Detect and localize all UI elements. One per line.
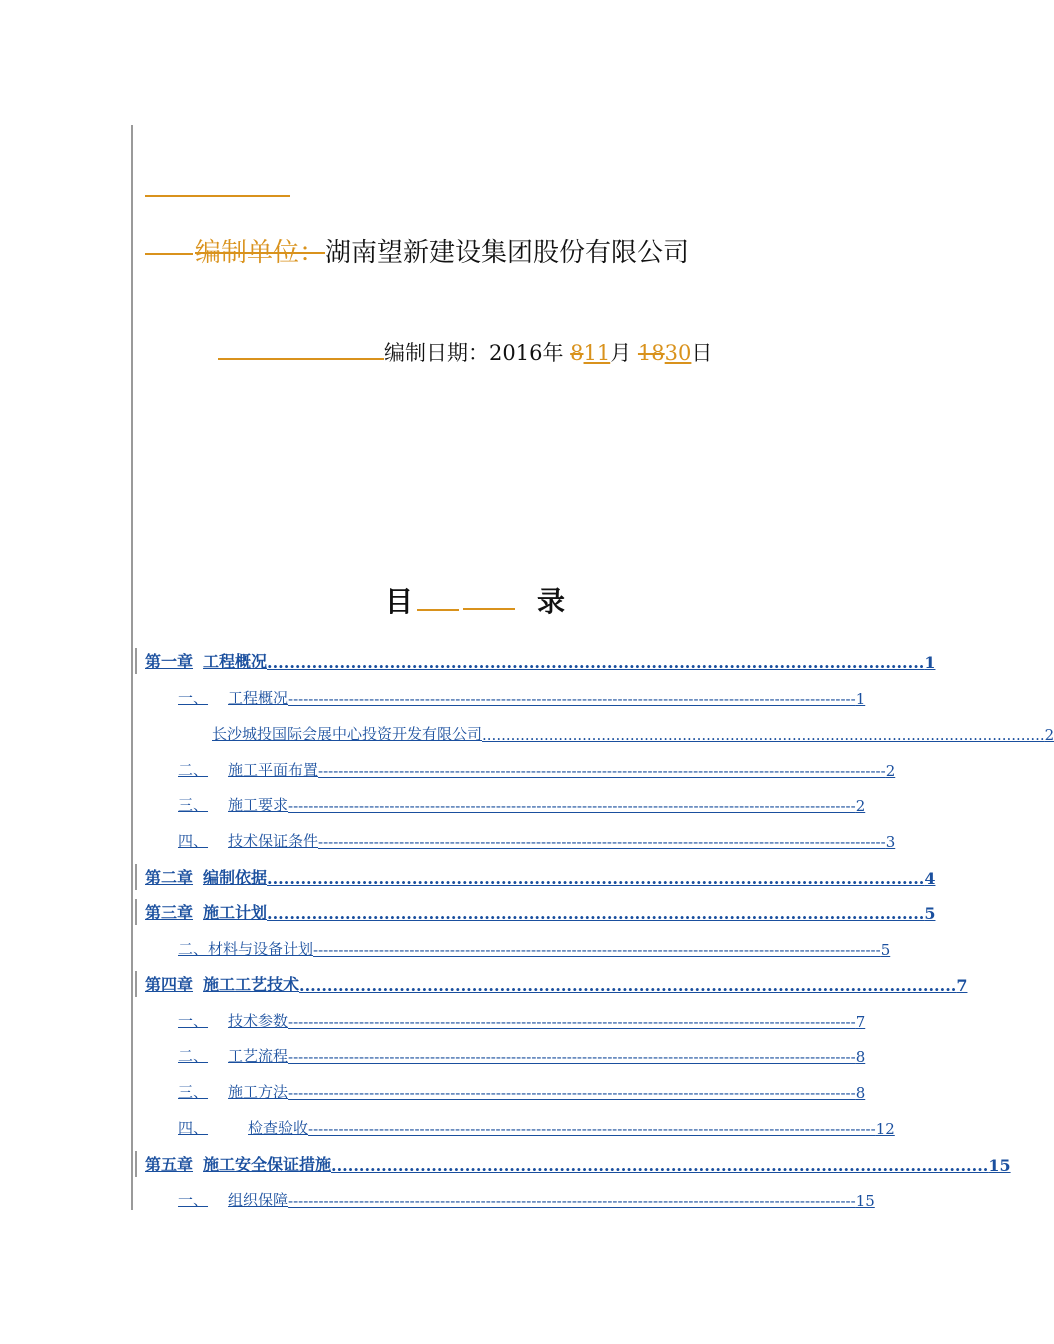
toc-title-underline-2: [463, 598, 515, 610]
toc-leader: ......................................................................................................................: [267, 869, 925, 888]
toc-entry-chapter-2[interactable]: [145, 864, 936, 888]
toc-entry-chapter-4[interactable]: [145, 971, 968, 995]
compiling-date-line: [218, 336, 712, 368]
revision-bar-ch2: [135, 864, 137, 890]
toc-page: 15: [988, 1156, 1011, 1175]
toc-page: 12: [875, 1120, 895, 1138]
toc-leader: ----------------------------------------------------------------------------------------------------------------: [288, 797, 856, 815]
toc-leader: ----------------------------------------------------------------------------------------------------------------: [313, 941, 881, 959]
toc-number: 第一章: [145, 652, 194, 671]
revision-bar-top: [131, 125, 133, 155]
toc-entry-1-client[interactable]: [212, 720, 1054, 744]
toc-leader: ......................................................................................................................: [299, 976, 957, 995]
toc-text: 施工方法: [228, 1083, 289, 1101]
toc-leader: ----------------------------------------------------------------------------------------------------------------: [318, 833, 886, 851]
date-blank: [218, 336, 384, 360]
toc-text: 编制依据: [203, 868, 268, 887]
inserted-rule: [145, 195, 290, 197]
toc-number: 第二章: [145, 868, 194, 887]
toc-leader: ----------------------------------------------------------------------------------------------------------------: [288, 1048, 856, 1066]
unit-name: 湖南望新建设集团股份有限公司: [325, 238, 690, 268]
year-suffix: 年: [542, 341, 564, 365]
toc-text: 施工要求: [228, 796, 289, 814]
toc-entry-3-2[interactable]: [178, 935, 891, 959]
toc-text: 施工平面布置: [228, 761, 319, 779]
revision-bar-ch1: [135, 648, 137, 674]
month-suffix: 月: [610, 341, 632, 365]
toc-text: 施工工艺技术: [203, 975, 300, 994]
toc-leader: ......................................................................................................................: [267, 904, 925, 923]
toc-leader: ----------------------------------------------------------------------------------------------------------------: [288, 690, 856, 708]
toc-number: 第四章: [145, 975, 194, 994]
toc-page: 3: [885, 833, 896, 851]
toc-title-underline-1: [417, 585, 459, 611]
toc-page: 7: [855, 1013, 866, 1031]
toc-page: 1: [924, 653, 936, 672]
toc-text: 工艺流程: [228, 1047, 289, 1065]
date-label: 编制日期：2016: [384, 341, 543, 365]
toc-text: 施工安全保证措施: [203, 1155, 332, 1174]
toc-text: 组织保障: [228, 1191, 289, 1209]
toc-page: 8: [855, 1048, 866, 1066]
compiling-unit-line: [145, 232, 689, 272]
toc-entry-chapter-3[interactable]: [145, 899, 936, 923]
revision-bar-ch4: [135, 971, 137, 997]
toc-leader: ......................................................................................................................: [331, 1156, 989, 1175]
toc-page: 2: [885, 762, 896, 780]
revision-bar-cover: [131, 155, 133, 1210]
toc-entry-1-3[interactable]: [178, 791, 866, 815]
toc-entry-chapter-5[interactable]: [145, 1151, 1011, 1175]
toc-title-right: 录: [537, 585, 566, 618]
deleted-leader: [145, 253, 193, 255]
toc-title-left: 目: [384, 585, 413, 618]
toc-entry-1-1[interactable]: [178, 684, 866, 708]
toc-text: 技术保证条件: [228, 832, 319, 850]
toc-page: 1: [855, 690, 866, 708]
toc-page: 2: [1044, 726, 1054, 744]
toc-leader: ----------------------------------------------------------------------------------------------------------------: [308, 1120, 876, 1138]
toc-page: 15: [855, 1192, 875, 1210]
day-old: 18: [637, 341, 665, 365]
toc-entry-4-4[interactable]: [178, 1114, 895, 1138]
toc-text: 技术参数: [228, 1012, 289, 1030]
toc-page: 4: [924, 869, 936, 888]
toc-entry-1-4[interactable]: [178, 827, 896, 851]
unit-label: 编制单位：: [195, 238, 326, 268]
revision-bar-ch5: [135, 1151, 137, 1177]
toc-number: 四、: [178, 1119, 209, 1137]
toc-leader: ----------------------------------------------------------------------------------------------------------------: [288, 1084, 856, 1102]
toc-number: 一、: [178, 1012, 209, 1030]
toc-text: 工程概况: [228, 689, 289, 707]
toc-text: 长沙城投国际会展中心投资开发有限公司: [212, 725, 483, 743]
toc-number: 二、: [178, 1047, 209, 1065]
toc-page: 8: [855, 1084, 866, 1102]
toc-number: 二、: [178, 761, 209, 779]
toc-text: 检查验收: [248, 1119, 309, 1137]
toc-number: 第三章: [145, 903, 194, 922]
toc-leader: ----------------------------------------------------------------------------------------------------------------: [288, 1013, 856, 1031]
toc-number: 一、: [178, 1191, 209, 1209]
toc-leader: ----------------------------------------------------------------------------------------------------------------: [288, 1192, 856, 1210]
toc-leader: ......................................................................................................................: [267, 653, 925, 672]
toc-number: 四、: [178, 832, 209, 850]
toc-page: 7: [956, 976, 968, 995]
day-suffix: 日: [691, 341, 713, 365]
toc-page: 5: [880, 941, 891, 959]
toc-entry-chapter-1[interactable]: [145, 648, 936, 672]
toc-number: 三、: [178, 796, 209, 814]
toc-leader: ......................................................................................................................: [482, 726, 1045, 744]
toc-entry-5-1[interactable]: [178, 1186, 875, 1210]
day-new: 30: [664, 341, 692, 365]
revision-bar-ch3: [135, 899, 137, 925]
toc-page: 2: [855, 797, 866, 815]
toc-text: 工程概况: [203, 652, 268, 671]
toc-text: 材料与设备计划: [208, 940, 314, 958]
toc-text: 施工计划: [203, 903, 268, 922]
toc-number: 三、: [178, 1083, 209, 1101]
toc-entry-4-3[interactable]: [178, 1078, 866, 1102]
toc-page: 5: [924, 904, 936, 923]
toc-leader: ----------------------------------------------------------------------------------------------------------------: [318, 762, 886, 780]
toc-title: [0, 580, 950, 620]
toc-entry-4-2[interactable]: [178, 1042, 866, 1066]
toc-number: 第五章: [145, 1155, 194, 1174]
toc-number: 一、: [178, 689, 209, 707]
month-old: 8: [570, 341, 584, 365]
toc-number: 二、: [178, 940, 209, 958]
toc-entry-1-2[interactable]: [178, 756, 896, 780]
toc-entry-4-1[interactable]: [178, 1007, 866, 1031]
month-new: 11: [583, 341, 611, 365]
